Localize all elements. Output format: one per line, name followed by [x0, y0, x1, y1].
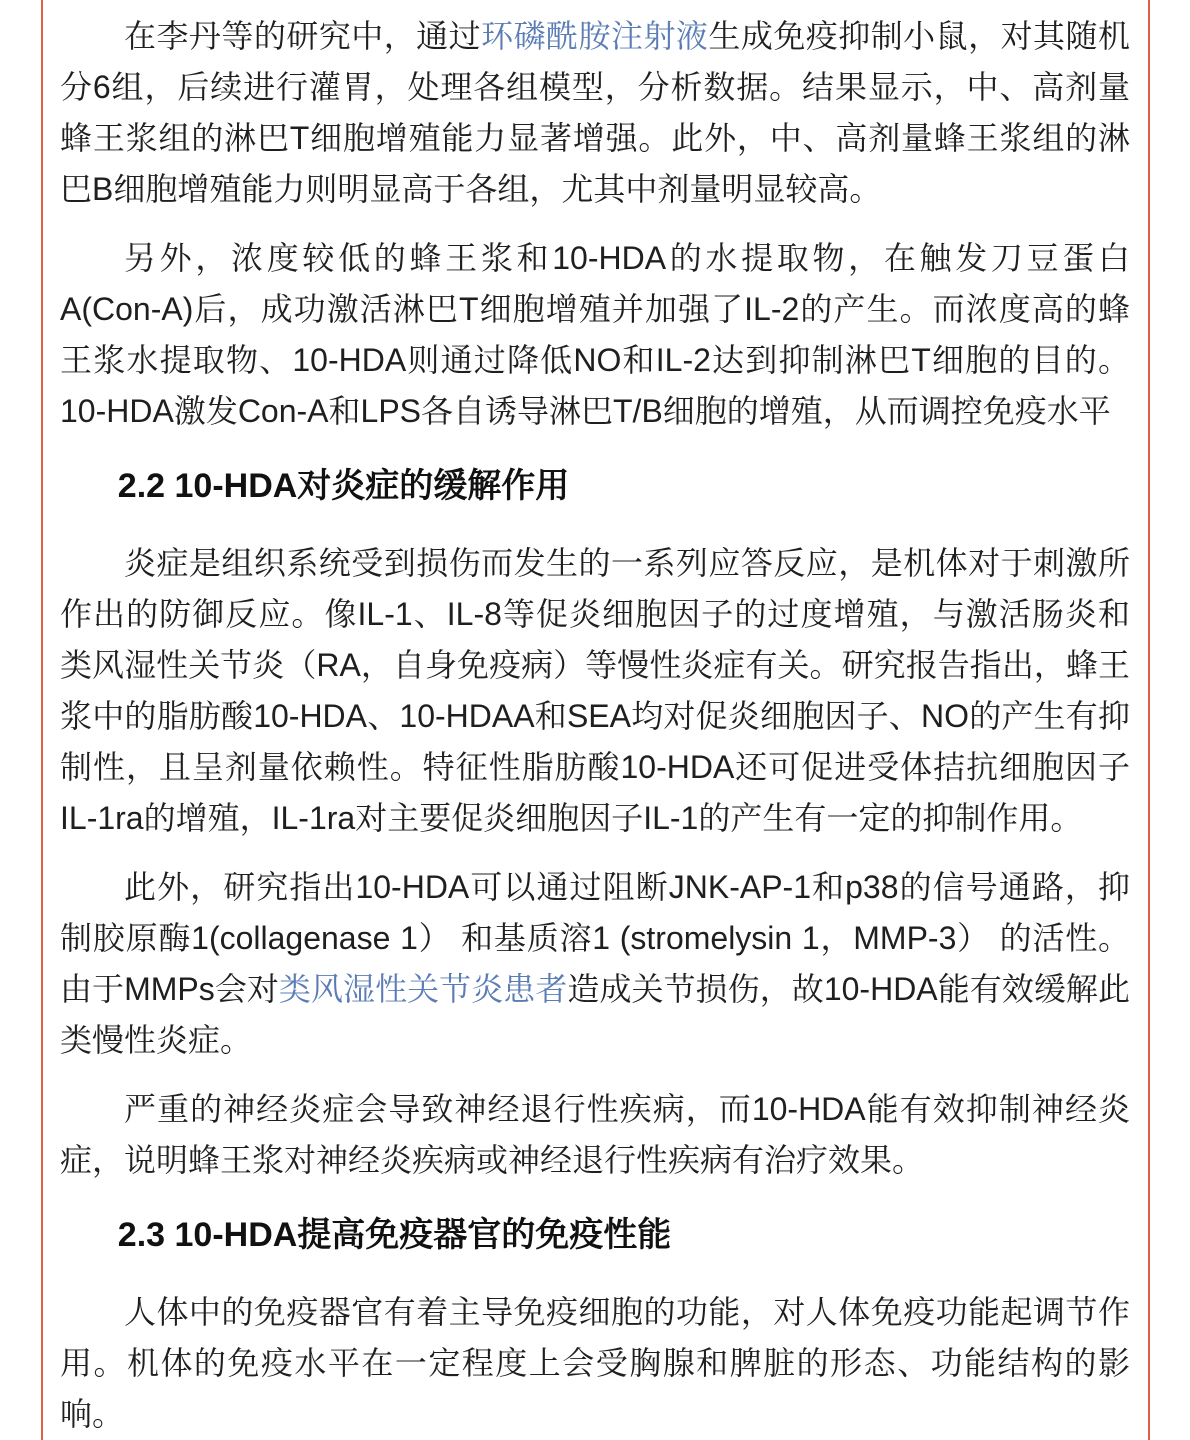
- paragraph-lidan-study-post: 生成免疫抑制小鼠，对其随机分6组，后续进行灌胃，处理各组模型，分析数据。结果显示，中、高剂量蜂王浆组的淋巴T细胞增殖能力显著增强。此外，中、高剂量蜂王浆组的淋巴B细胞增殖能力则明显高于各组，尤其中剂量明显较高。: [60, 18, 1130, 207]
- paragraph-jnk-pathway-pre: 此外，研究指出10-HDA可以通过阻断JNK-AP-1和p38的信号通路，抑制胶原酶1(collagenase 1） 和基质溶1 (stromelysin 1，MMP-3） 的活性。由于MMPs会对: [60, 869, 1130, 1007]
- link-ra-patients[interactable]: 类风湿性关节炎患者: [278, 971, 568, 1007]
- article-frame: [41, 0, 1150, 1440]
- section-heading-2-3: 2.3 10-HDA提高免疫器官的免疫性能: [117, 1216, 672, 1254]
- paragraph-lidan-study: [60, 11, 1130, 215]
- paragraph-lidan-study-pre: 在李丹等的研究中，通过: [124, 18, 482, 54]
- section-heading-2-2: 2.2 10-HDA对炎症的缓解作用: [117, 467, 570, 505]
- link-cyclophosphamide-injection[interactable]: 环磷酰胺注射液: [481, 18, 709, 54]
- paragraph-inflammation-intro: 炎症是组织系统受到损伤而发生的一系列应答反应，是机体对于刺激所作出的防御反应。像IL-1、IL-8等促炎细胞因子的过度增殖，与激活肠炎和类风湿性关节炎（RA，自身免疫病）等慢性炎症有关。研究报告指出，蜂王浆中的脂肪酸10-HDA、10-HDAA和SEA均对促炎细胞因子、NO的产生有抑制性，且呈剂量依赖性。特征性脂肪酸10-HDA还可促进受体拮抗细胞因子IL-1ra的增殖，IL-1ra对主要促炎细胞因子IL-1的产生有一定的抑制作用。: [60, 545, 1130, 836]
- paragraph-low-concentration-extract: 另外，浓度较低的蜂王浆和10-HDA的水提取物，在触发刀豆蛋白A(Con-A)后，成功激活淋巴T细胞增殖并加强了IL-2的产生。而浓度高的蜂王浆水提取物、10-HDA则通过降低NO和IL-2达到抑制淋巴T细胞的目的。10-HDA激发Con-A和LPS各自诱导淋巴T/B细胞的增殖，从而调控免疫水平: [60, 240, 1130, 429]
- paragraph-immune-organs: 人体中的免疫器官有着主导免疫细胞的功能，对人体免疫功能起调节作用。机体的免疫水平在一定程度上会受胸腺和脾脏的形态、功能结构的影响。: [60, 1294, 1130, 1432]
- paragraph-neuroinflammation: 严重的神经炎症会导致神经退行性疾病，而10-HDA能有效抑制神经炎症，说明蜂王浆对神经炎疾病或神经退行性疾病有治疗效果。: [60, 1091, 1130, 1178]
- paragraph-jnk-pathway-post: 造成关节损伤，故10-HDA能有效缓解此类慢性炎症。: [60, 971, 1130, 1058]
- paragraph-jnk-pathway: [60, 862, 1130, 1066]
